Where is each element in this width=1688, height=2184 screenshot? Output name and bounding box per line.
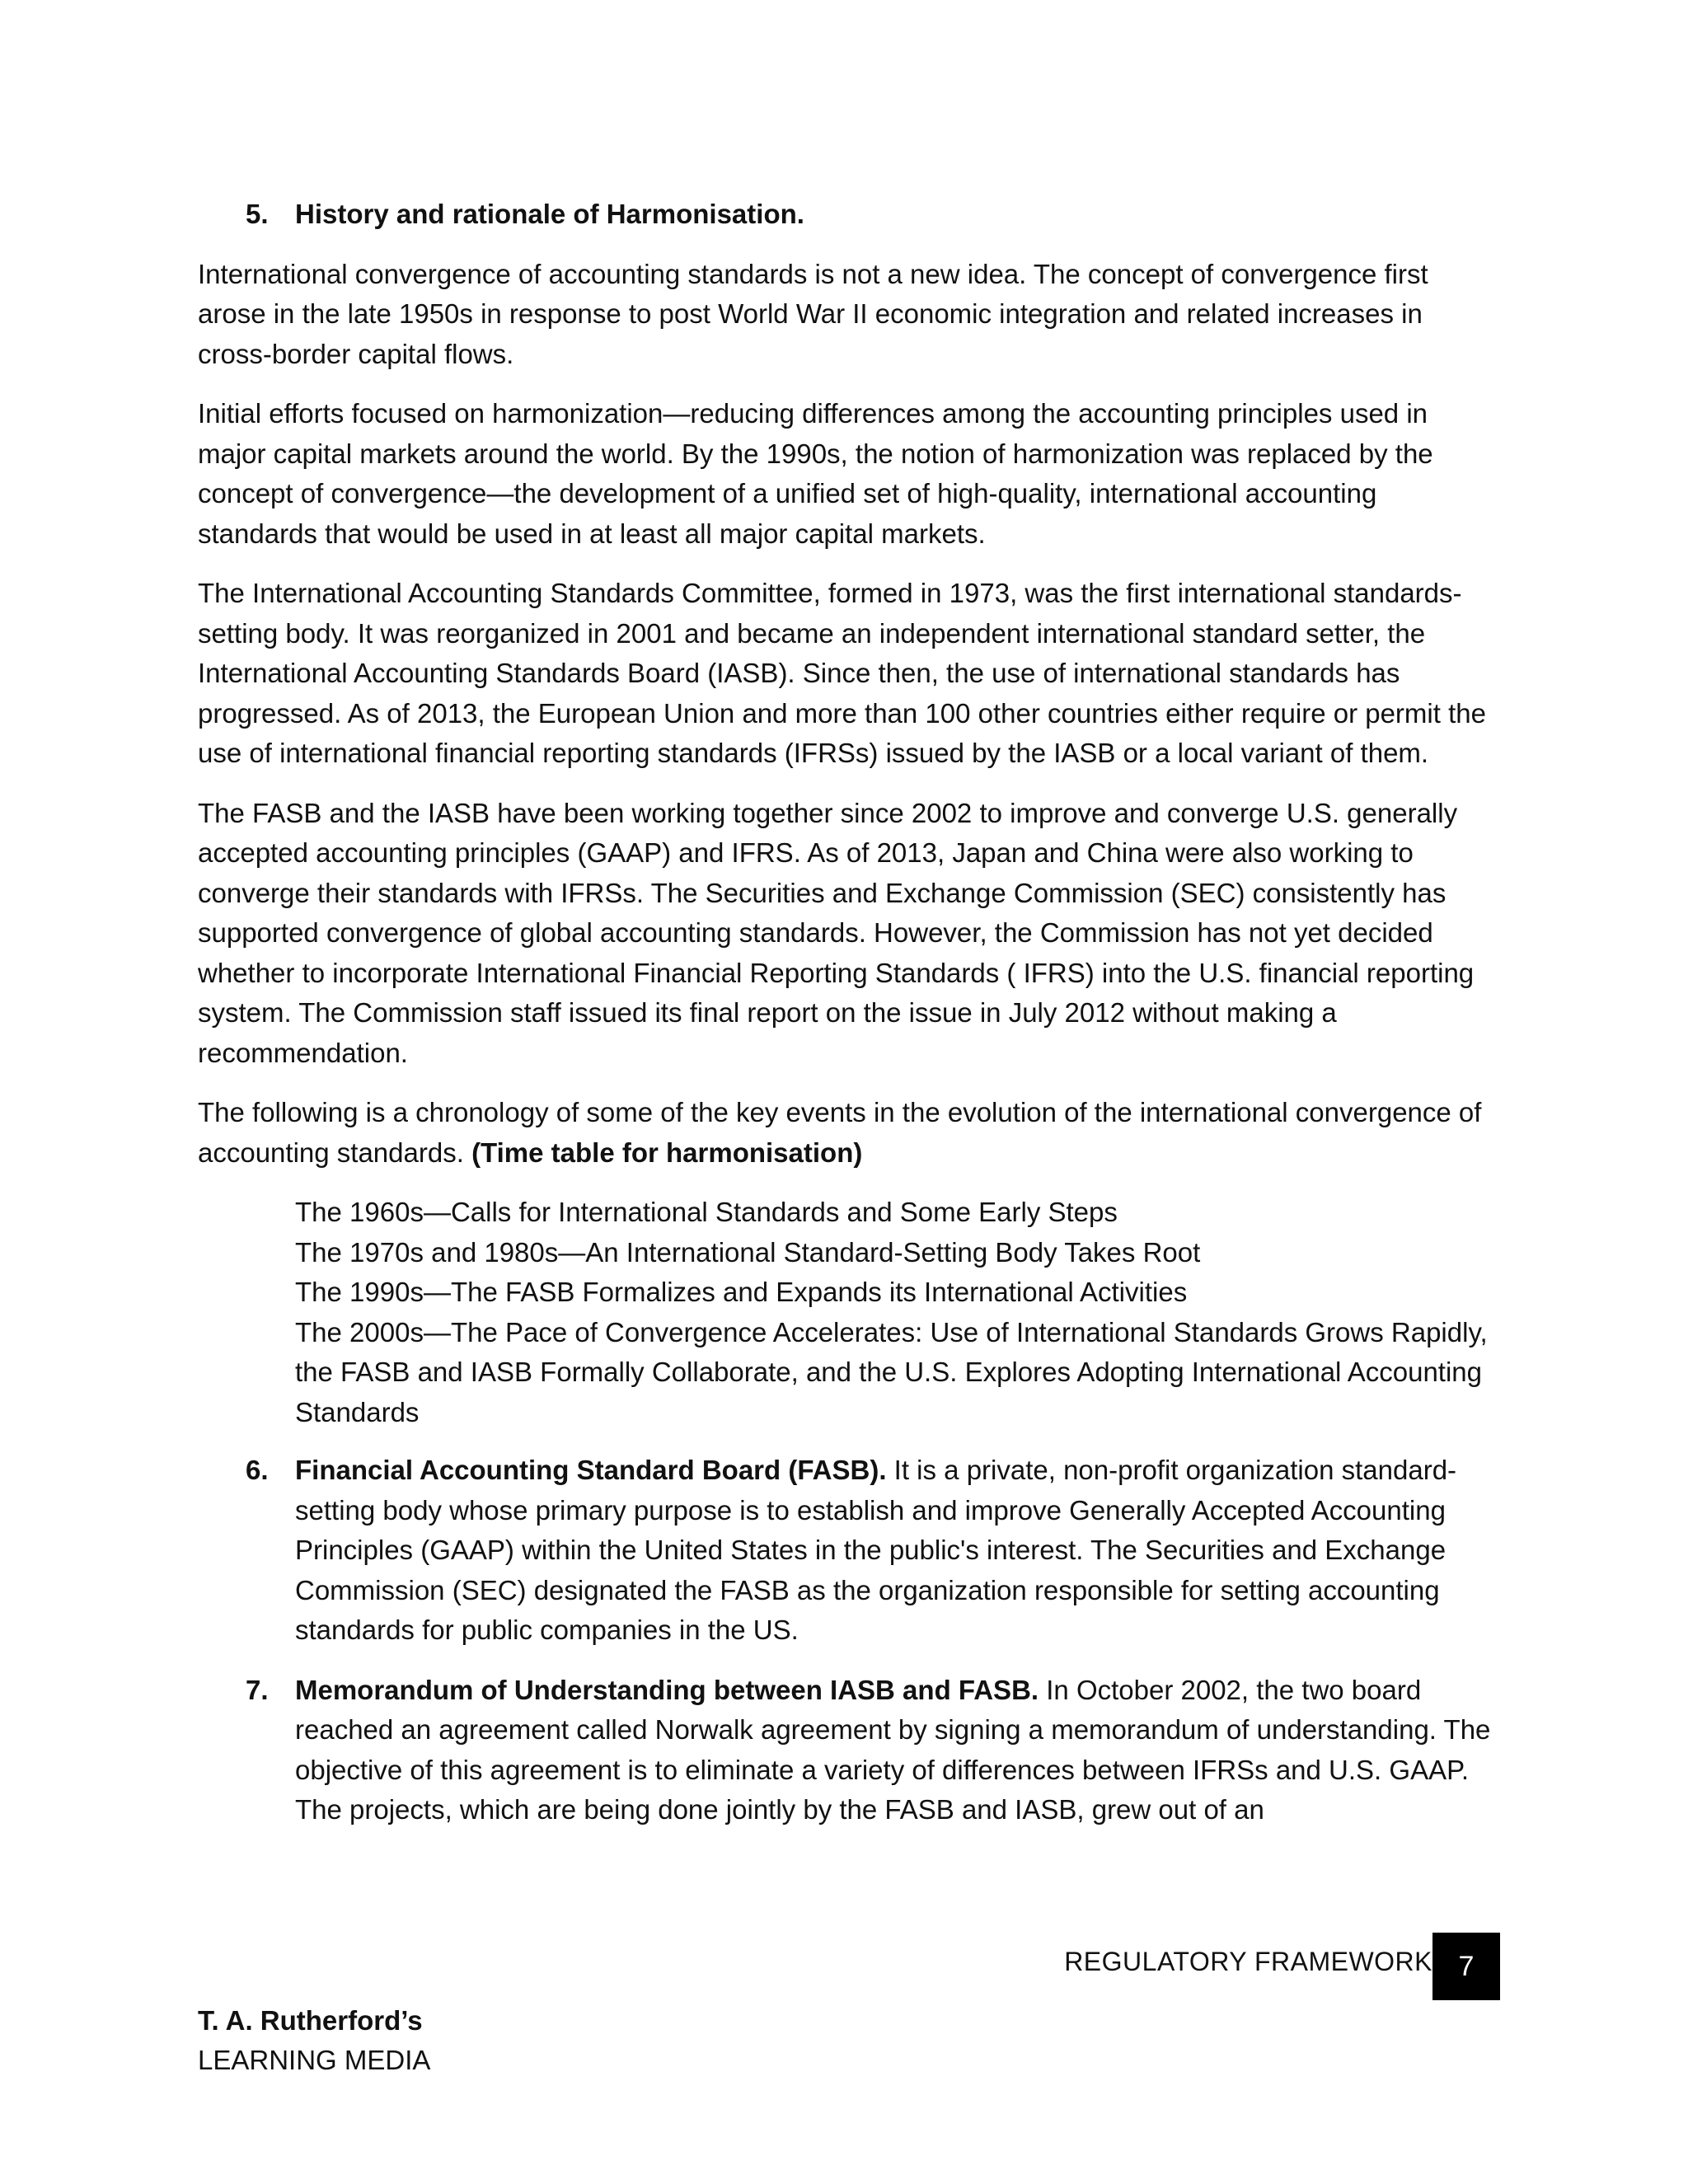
publisher-block bbox=[198, 2001, 430, 2080]
page-number-badge bbox=[1432, 1933, 1500, 2000]
section-5-heading bbox=[198, 194, 1500, 235]
chronology-intro-text: The following is a chronology of some of the key events in the evolution of the international convergence of accounting standards. bbox=[198, 1097, 1482, 1168]
chronology-item-1970s-1980s: The 1970s and 1980s—An International Standard-Setting Body Takes Root bbox=[295, 1236, 1201, 1268]
paragraph-chronology-intro bbox=[198, 1093, 1500, 1173]
section-6-text: It is a private, non-profit organization standard-setting body whose primary purpose is to establish and improve Generally Accepted Accounting Principles (GAAP) within the United States in the public's interest. The Securities and Exchange Commission (SEC) designated the FASB as the organization responsible for setting accounting standards for public companies in the US. bbox=[295, 1455, 1457, 1645]
section-5-number: 5. bbox=[246, 199, 269, 229]
chronology-list bbox=[198, 1193, 1500, 1432]
section-6-number: 6. bbox=[246, 1455, 269, 1485]
section-7-body bbox=[295, 1671, 1500, 1830]
chronology-item-2000s: The 2000s—The Pace of Convergence Accelerates: Use of International Standards Grows Rapidly, the FASB and IASB Formally Collaborate, and the U.S. Explores Adopting International Accounting Standards bbox=[295, 1316, 1488, 1427]
section-5-title: History and rationale of Harmonisation. bbox=[295, 199, 804, 229]
paragraph-iasc-history: The International Accounting Standards Committee, formed in 1973, was the first international standards-setting body. It was reorganized in 2001 and became an independent international standard setter, the International Accounting Standards Board (IASB). Since then, the use of international standards has progressed. As of 2013, the European Union and more than 100 other countries either require or permit the use of international financial reporting standards (IFRSs) issued by the IASB or a local variant of them. bbox=[198, 578, 1486, 768]
section-6-title: Financial Accounting Standard Board (FASB). bbox=[295, 1455, 887, 1485]
page-number: 7 bbox=[1458, 1950, 1475, 1982]
paragraph-fasb-iasb-cooperation: The FASB and the IASB have been working together since 2002 to improve and converge U.S. generally accepted accounting principles (GAAP) and IFRS. As of 2013, Japan and China were also working to converge their standards with IFRSs. The Securities and Exchange Commission (SEC) consistently has supported convergence of global accounting standards. However, the Commission has not yet decided whether to incorporate International Financial Reporting Standards ( IFRS) into the U.S. financial reporting system. The Commission staff issued its final report on the issue in July 2012 without making a recommendation. bbox=[198, 797, 1475, 1068]
section-7 bbox=[198, 1671, 1500, 1830]
chronology-intro-bold: (Time table for harmonisation) bbox=[471, 1137, 863, 1168]
publisher-name: T. A. Rutherford’s bbox=[198, 2005, 423, 2036]
paragraph-convergence-origin: International convergence of accounting standards is not a new idea. The concept of convergence first arose in the late 1950s in response to post World War II economic integration and related increases in cross-border capital flows. bbox=[198, 258, 1428, 369]
footer-label: REGULATORY FRAMEWORK bbox=[1064, 1947, 1432, 1976]
chronology-item-1960s: The 1960s—Calls for International Standards and Some Early Steps bbox=[295, 1197, 1118, 1227]
paragraph-harmonization-efforts: Initial efforts focused on harmonization—reducing differences among the accounting principles used in major capital markets around the world. By the 1990s, the notion of harmonization was replaced by the concept of convergence—the development of a unified set of high-quality, international accounting standards that would be used in at least all major capital markets. bbox=[198, 398, 1433, 549]
section-7-text: In October 2002, the two board reached an agreement called Norwalk agreement by signing a memorandum of understanding. The objective of this agreement is to eliminate a variety of differences between IFRSs and U.S. GAAP. The projects, which are being done jointly by the FASB and IASB, grew out of an bbox=[295, 1674, 1491, 1825]
section-7-title: Memorandum of Understanding between IASB and FASB. bbox=[295, 1674, 1039, 1705]
page-content bbox=[198, 194, 1500, 1850]
chronology-item-1990s: The 1990s—The FASB Formalizes and Expands its International Activities bbox=[295, 1277, 1188, 1307]
section-6-body bbox=[295, 1451, 1500, 1651]
section-6 bbox=[198, 1451, 1500, 1651]
publisher-subtitle: LEARNING MEDIA bbox=[198, 2045, 431, 2075]
section-7-number: 7. bbox=[246, 1674, 269, 1705]
